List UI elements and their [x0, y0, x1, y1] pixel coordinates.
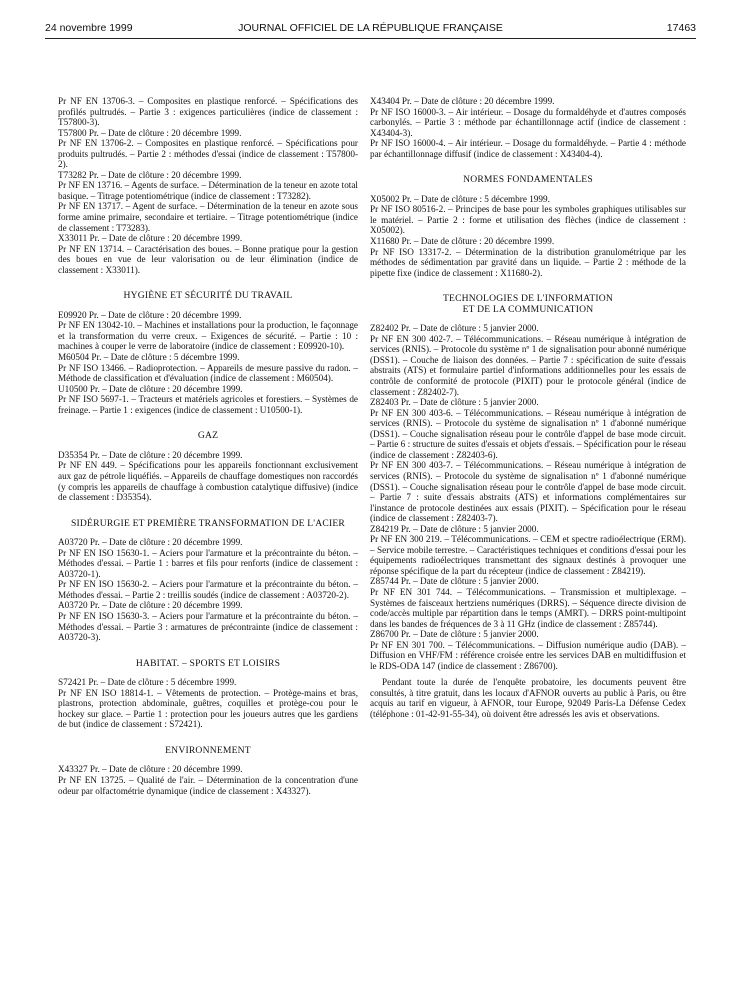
- entry: A03720 Pr. – Date de clôture : 20 décembre 1999.: [58, 600, 243, 611]
- entry: Pr NF EN 301 744. – Télécommunications. – Transmission et multiplexage. – Systèmes de faisceaux hertziens numériques (DRRS). – Séquence directe division de code/accès multiple par répartition dans le temps (AMRT). – DRRS point-multipoint dans les bandes de fréquences de 3 à 11 GHz (indice de classement : Z85744).: [370, 586, 686, 629]
- entry: Pr NF EN 301 700. – Télécommunications. – Diffusion numérique audio (DAB). – Diffusion en VHF/FM : référence croisée entre les services DAB en multidiffusion et le RDS-ODA 147 (indice de classement : Z86700).: [370, 639, 686, 671]
- entry: Pr NF ISO 13466. – Radioprotection. – Appareils de mesure passive du radon. – Méthode de classification et d'évaluation (indice de classement : M60504).: [58, 362, 358, 384]
- header-date: 24 novembre 1999: [45, 22, 133, 34]
- section-heading: NORMES FONDAMENTALES: [463, 174, 593, 186]
- entry: U10500 Pr. – Date de clôture : 20 décembre 1999.: [58, 383, 243, 394]
- page-header: [45, 22, 696, 38]
- section-heading: SIDÉRURGIE ET PREMIÈRE TRANSFORMATION DE L'ACIER: [70, 517, 345, 529]
- header-journal-title: JOURNAL OFFICIEL DE LA RÉPUBLIQUE FRANÇAISE: [238, 22, 503, 34]
- entry: Pr NF EN ISO 18814-1. – Vêtements de protection. – Protège-mains et bras, plastrons, protection abdominale, guêtres, coquilles et protège-cou pour le hockey sur glace. – Partie 1 : protection pour les joueurs autres que les gardiens de but (indice de classement : S72421).: [58, 687, 358, 730]
- entry: Pr NF EN 300 402-7. – Télécommunications. – Réseau numérique à intégration de services (RNIS). – Protocole du système nº 1 de signalisation pour abonné numérique (DSS1). – Couche de liaison des données. – Partie 7 : spécification de suite d'essais abstraits (ATS) et formulaire partiel d'informations additionnelles pour les essais de contrôle de conformité de protocole (PIXIT) pour le protocole général (indice de classement : Z82402-7).: [370, 333, 686, 397]
- entry: T73282 Pr. – Date de clôture : 20 décembre 1999.: [58, 169, 242, 180]
- entry: Pr NF EN ISO 15630-3. – Aciers pour l'armature et la précontrainte du béton. – Méthodes d'essai. – Partie 3 : armatures de précontrainte (indice de classement : A03720-3).: [58, 610, 358, 643]
- section-heading: GAZ: [197, 430, 219, 442]
- entry: Pr NF EN ISO 15630-1. – Aciers pour l'armature et la précontrainte du béton. – Méthodes d'essai. – Partie 1 : barres et fils pour renforts (indice de classement : A03720-1).: [58, 547, 358, 579]
- entry: Pr NF EN 13706-3. – Composites en plastique renforcé. – Spécifications des profilés pultrudés. – Partie 3 : exigences particulières (indice de classement : T57800-3).: [58, 96, 358, 128]
- closing-paragraph: Pendant toute la durée de l'enquête probatoire, les documents peuvent être consultés, à titre gratuit, dans les locaux d'AFNOR ouverts au public à Paris, ou être acquis au tarif en vigueur, à AFNOR, tour Europe, 92049 Paris-La Défense Cedex (téléphone : 01-42-91-55-34), où doivent être adressés les avis et observations.: [370, 677, 686, 719]
- entry: Pr NF ISO 80516-2. – Principes de base pour les symboles graphiques utilisables sur le matériel. – Partie 2 : forme et utilisation des flèches (indice de classement : X05002).: [370, 204, 686, 236]
- entry: X33011 Pr. – Date de clôture : 20 décembre 1999.: [58, 233, 243, 244]
- entry: Z85744 Pr. – Date de clôture : 5 janvier 2000.: [370, 576, 539, 587]
- entry: X43327 Pr. – Date de clôture : 20 décembre 1999.: [58, 764, 243, 775]
- entry: Pr NF EN 300 403-7. – Télécommunications. – Réseau numérique à intégration de services (RNIS). – Protocole du système de signalisation nº 1 d'abonné numérique (DSS1). – Couche signalisation réseau pour le contrôle d'appel de base mode circuit. – Partie 7 : suite d'essais abstraits (ATS) et informations complémentaires sur l'instance de protocole destinées aux essais (PIXIT). – Spécification pour le réseau (indice de classement : Z82403-7).: [370, 460, 686, 524]
- entry: D35354 Pr. – Date de clôture : 20 décembre 1999.: [58, 449, 243, 460]
- entry: M60504 Pr. – Date de clôture : 5 décembre 1999.: [58, 352, 240, 363]
- entry: Z86700 Pr. – Date de clôture : 5 janvier 2000.: [370, 629, 539, 640]
- section-heading: HABITAT. – SPORTS ET LOISIRS: [135, 657, 281, 669]
- entry: Pr NF EN 13725. – Qualité de l'air. – Détermination de la concentration d'une odeur par olfactométrie dynamique (indice de classement : X43327).: [58, 774, 358, 796]
- entry: Pr NF ISO 5697-1. – Tracteurs et matériels agricoles et forestiers. – Systèmes de freinage. – Partie 1 : exigences (indice de classement : U10500-1).: [58, 394, 358, 415]
- header-rule: [45, 38, 696, 39]
- entry: Pr NF EN 13716. – Agents de surface. – Détermination de la teneur en azote total basique. – Titrage potentiométrique (indice de classement : T73282).: [58, 180, 358, 201]
- left-column: [58, 96, 358, 796]
- entry: A03720 Pr. – Date de clôture : 20 décembre 1999.: [58, 537, 243, 548]
- entry: Pr NF EN 300 219. – Télécommunications. – CEM et spectre radioélectrique (ERM). – Service mobile terrestre. – Caractéristiques techniques et conditions d'essai pour les équipements radioélectriques transmettant des signaux destinés à provoquer une réponse spécifique de la part du récepteur (indice de classement : Z84219).: [370, 534, 686, 576]
- entry: Z84219 Pr. – Date de clôture : 5 janvier 2000.: [370, 523, 539, 534]
- entry: S72421 Pr. – Date de clôture : 5 décembre 1999.: [58, 677, 237, 688]
- entry: X05002 Pr. – Date de clôture : 5 décembre 1999.: [370, 193, 550, 204]
- section-heading: ENVIRONNEMENT: [165, 744, 251, 756]
- header-page-number: 17463: [666, 22, 696, 34]
- entry: Pr NF EN 13717. – Agent de surface. – Détermination de la teneur en azote sous forme amine primaire, secondaire et tertiaire. – Titrage potentiométrique (indice de classement : T73283).: [58, 201, 358, 233]
- entry: Pr NF EN ISO 15630-2. – Aciers pour l'armature et la précontrainte du béton. – Méthodes d'essai. – Partie 2 : treillis soudés (indice de classement : A03720-2).: [58, 579, 358, 600]
- section-heading: HYGIÈNE ET SÉCURITÉ DU TRAVAIL: [123, 290, 293, 302]
- section-heading: TECHNOLOGIES DE L'INFORMATION ET DE LA COMMUNICATION: [442, 293, 614, 315]
- entry: E09920 Pr. – Date de clôture : 20 décembre 1999.: [58, 309, 242, 320]
- entry: Pr NF EN 300 403-6. – Télécommunications. – Réseau numérique à intégration de services (RNIS). – Protocole du système de signalisation nº 1 d'abonné numérique (DSS1). – Couche signalisation réseau pour le contrôle d'appel de base mode circuit. – Partie 6 : structure de suites d'essais et objets d'essais. – Spécification pour le réseau (indice de classement : Z82403-6).: [370, 407, 686, 460]
- right-column: [370, 96, 686, 720]
- entry: Z82403 Pr. – Date de clôture : 5 janvier 2000.: [370, 397, 539, 408]
- entry: Pr NF EN 13706-2. – Composites en plastique renforcé. – Spécifications pour produits pultrudés. – Partie 2 : méthodes d'essai (indice de classement : T57800-2).: [58, 138, 358, 170]
- entry: Pr NF EN 13714. – Caractérisation des boues. – Bonne pratique pour la gestion des boues en vue de leur valorisation ou de leur élimination (indice de classement : X33011).: [58, 243, 358, 275]
- entry: Z82402 Pr. – Date de clôture : 5 janvier 2000.: [370, 323, 539, 334]
- entry: X11680 Pr. – Date de clôture : 20 décembre 1999.: [370, 236, 555, 247]
- entry: Pr NF EN 449. – Spécifications pour les appareils fonctionnant exclusivement aux gaz de pétrole liquéfiés. – Appareils de chauffage domestiques non raccordés (y compris les appareils de chauffage à combustion catalytique diffusive) (indice de classement : D35354).: [58, 460, 358, 503]
- entry: T57800 Pr. – Date de clôture : 20 décembre 1999.: [58, 127, 242, 138]
- entry: Pr NF EN 13042-10. – Machines et installations pour la production, le façonnage et la transformation du verre creux. – Exigences de sécurité. – Partie : 10 : machines à couper le verre de laboratoire (indice de classement : E09920-10).: [58, 320, 358, 352]
- entry: X43404 Pr. – Date de clôture : 20 décembre 1999.: [370, 96, 555, 106]
- entry: Pr NF ISO 16000-3. – Air intérieur. – Dosage du formaldéhyde et d'autres composés carbonylés. – Partie 3 : méthode par échantillonnage actif (indice de classement : X43404-3).: [370, 106, 686, 138]
- entry: Pr NF ISO 13317-2. – Détermination de la distribution granulométrique par les méthodes de sédimentation par gravité dans un liquide. – Partie 2 : méthode de la pipette fixe (indice de classement : X11680-2).: [370, 246, 686, 278]
- entry: Pr NF ISO 16000-4. – Air intérieur. – Dosage du formaldéhyde. – Partie 4 : méthode par échantillonnage diffusif (indice de classement : X43404-4).: [370, 138, 686, 159]
